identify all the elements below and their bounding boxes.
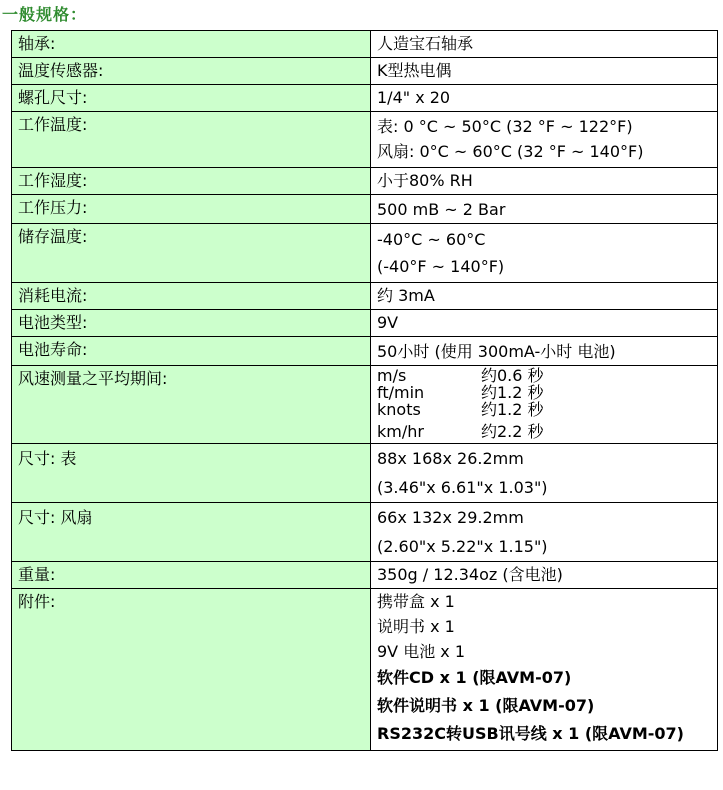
table-row <box>12 503 718 562</box>
table-row <box>12 562 718 589</box>
row-value: 人造宝石轴承 <box>371 31 718 58</box>
table-row <box>12 58 718 85</box>
row-value: 350g / 12.34oz (含电池) <box>371 562 718 589</box>
row-label: 轴承: <box>12 31 371 58</box>
row-label: 螺孔尺寸: <box>12 85 371 112</box>
row-value: 1/4" x 20 <box>371 85 718 112</box>
table-row <box>12 337 718 366</box>
table-row <box>12 224 718 283</box>
row-label: 电池类型: <box>12 310 371 337</box>
row-label: 工作压力: <box>12 195 371 224</box>
table-row <box>12 366 718 444</box>
row-value: K型热电偶 <box>371 58 718 85</box>
row-value <box>371 366 718 444</box>
table-row <box>12 112 718 168</box>
table-row <box>12 283 718 310</box>
row-label: 重量: <box>12 562 371 589</box>
table-row <box>12 85 718 112</box>
wind-entry: knots 约1.2 秒 <box>377 400 544 419</box>
table-row <box>12 444 718 503</box>
row-label: 工作温度: <box>12 112 371 168</box>
row-label: 消耗电流: <box>12 283 371 310</box>
table-row <box>12 31 718 58</box>
row-value: 小于80% RH <box>371 168 718 195</box>
row-value: 88x 168x 26.2mm (3.46"x 6.61"x 1.03") <box>371 444 718 503</box>
row-value: -40°C ~ 60°C (-40°F ~ 140°F) <box>371 224 718 283</box>
row-label: 温度传感器: <box>12 58 371 85</box>
row-value: 500 mB ~ 2 Bar <box>371 195 718 224</box>
row-label: 尺寸: 表 <box>12 444 371 503</box>
wind-entry: ft/min 约1.2 秒 <box>377 383 544 402</box>
wind-entry: km/hr 约2.2 秒 <box>377 422 544 441</box>
row-value: 约 3mA <box>371 283 718 310</box>
table-row <box>12 589 718 751</box>
row-label: 工作湿度: <box>12 168 371 195</box>
row-value: 表: 0 °C ~ 50°C (32 °F ~ 122°F) 风扇: 0°C ~ 60°C (32 °F ~ 140°F) <box>371 112 718 168</box>
row-label: 储存温度: <box>12 224 371 283</box>
row-value: 66x 132x 29.2mm (2.60"x 5.22"x 1.15") <box>371 503 718 562</box>
table-row <box>12 310 718 337</box>
row-label: 电池寿命: <box>12 337 371 366</box>
wind-entry: m/s 约0.6 秒 <box>377 366 544 385</box>
table-row <box>12 168 718 195</box>
row-value: 9V <box>371 310 718 337</box>
row-label: 尺寸: 风扇 <box>12 503 371 562</box>
row-value: 携带盒 x 1 说明书 x 1 9V 电池 x 1 软件CD x 1 (限AVM-07) 软件说明书 x 1 (限AVM-07) RS232C转USB讯号线 x 1 (限AVM-07) <box>371 589 718 751</box>
row-label: 风速测量之平均期间: <box>12 366 371 444</box>
spec-table <box>11 30 718 751</box>
table-row <box>12 195 718 224</box>
section-heading: 一般规格： <box>2 5 88 24</box>
row-value: 50小时 (使用 300mA-小时 电池) <box>371 337 718 366</box>
row-label: 附件: <box>12 589 371 751</box>
